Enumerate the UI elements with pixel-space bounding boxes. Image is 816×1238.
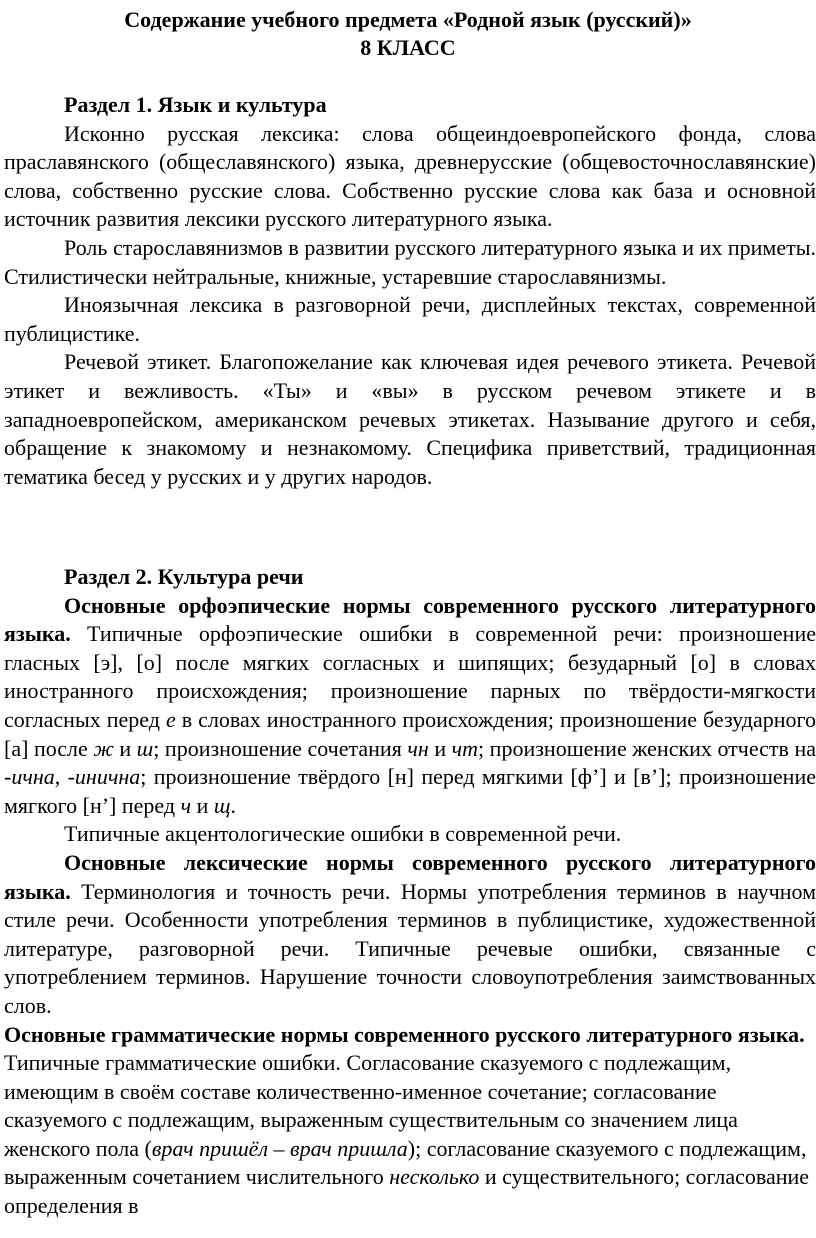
section-1-paragraph-4: Речевой этикет. Благопожелание как ключевая идея речевого этикета. Речевой этикет и вежливость. «Ты» и «вы» в русском речевом этикете и в западноевропейском, американском речевых этикетах. Называние другого и себя, обращение к знакомому и незнакомому. Специфика приветствий, традиционная тематика бесед у русских и у других народов. <box>4 349 816 489</box>
section-1-paragraph-3: Иноязычная лексика в разговорной речи, дисплейных текстах, современной публицистике. <box>4 292 816 346</box>
orthoepic-paragraph: Основные орфоэпические нормы современного русского литературного языка. Типичные орфоэпические ошибки в современной речи: произношение гласных [э], [о] после мягких согласных и шипящих; безударный [о] в словах иностранного происхождения; произношение парных по твёрдости-мягкости согласных перед е в словах иностранного происхождения; произношение безударного [а] после ж и ш; произношение сочетания чн и чт; произношение женских отчеств на -ична, -инична; произношение твёрдого [н] перед мягкими [ф’] и [в’]; произношение мягкого [н’] перед ч и щ. <box>4 592 816 818</box>
section-1-paragraph-1: Исконно русская лексика: слова общеиндоевропейского фонда, слова праславянского (общеславянского) языка, древнерусские (общевосточнославянские) слова, собственно русские слова. Собственно русские слова как база и основной источник развития лексики русского литературного языка. <box>4 120 816 232</box>
section-1-heading: Раздел 1. Язык и культура <box>64 92 327 117</box>
lexical-paragraph: Основные лексические нормы современного русского литературного языка. Терминология и точность речи. Нормы употребления терминов в научном стиле речи. Особенности употребления терминов в публицистике, художественной литературе, разговорной речи. Типичные речевые ошибки, связанные с употреблением терминов. Нарушение точности словоупотребления заимствованных слов. <box>4 849 816 1018</box>
grammatical-heading: Основные грамматические нормы современного русского литературного языка. <box>4 1021 805 1047</box>
grade-title: 8 КЛАСС <box>360 35 456 60</box>
section-1 <box>4 91 816 491</box>
section-2-heading: Раздел 2. Культура речи <box>64 564 304 589</box>
page-title: Содержание учебного предмета «Родной язык (русский)» <box>124 7 692 32</box>
section-2 <box>4 563 816 1221</box>
accentological-paragraph: Типичные акцентологические ошибки в современной речи. <box>64 821 622 847</box>
lexical-heading: Основные лексические нормы современного русского литературного языка. <box>4 849 816 904</box>
section-1-paragraph-2: Роль старославянизмов в развитии русского литературного языка и их приметы. Стилистически нейтральные, книжные, устаревшие старославянизмы. <box>4 234 816 289</box>
grammatical-paragraph: Основные грамматические нормы современного русского литературного языка. Типичные грамматические ошибки. Согласование сказуемого с подлежащим, имеющим в своём составе количественно-именное сочетание; согласование сказуемого с подлежащим, выраженным существительным со значением лица женского пола (врач пришёл – врач пришла); согласование сказуемого с подлежащим, выраженным сочетанием числительного несколько и существительного; согласование определения в <box>4 1021 810 1219</box>
orthoepic-heading: Основные орфоэпические нормы современного русского литературного языка. <box>4 592 816 647</box>
